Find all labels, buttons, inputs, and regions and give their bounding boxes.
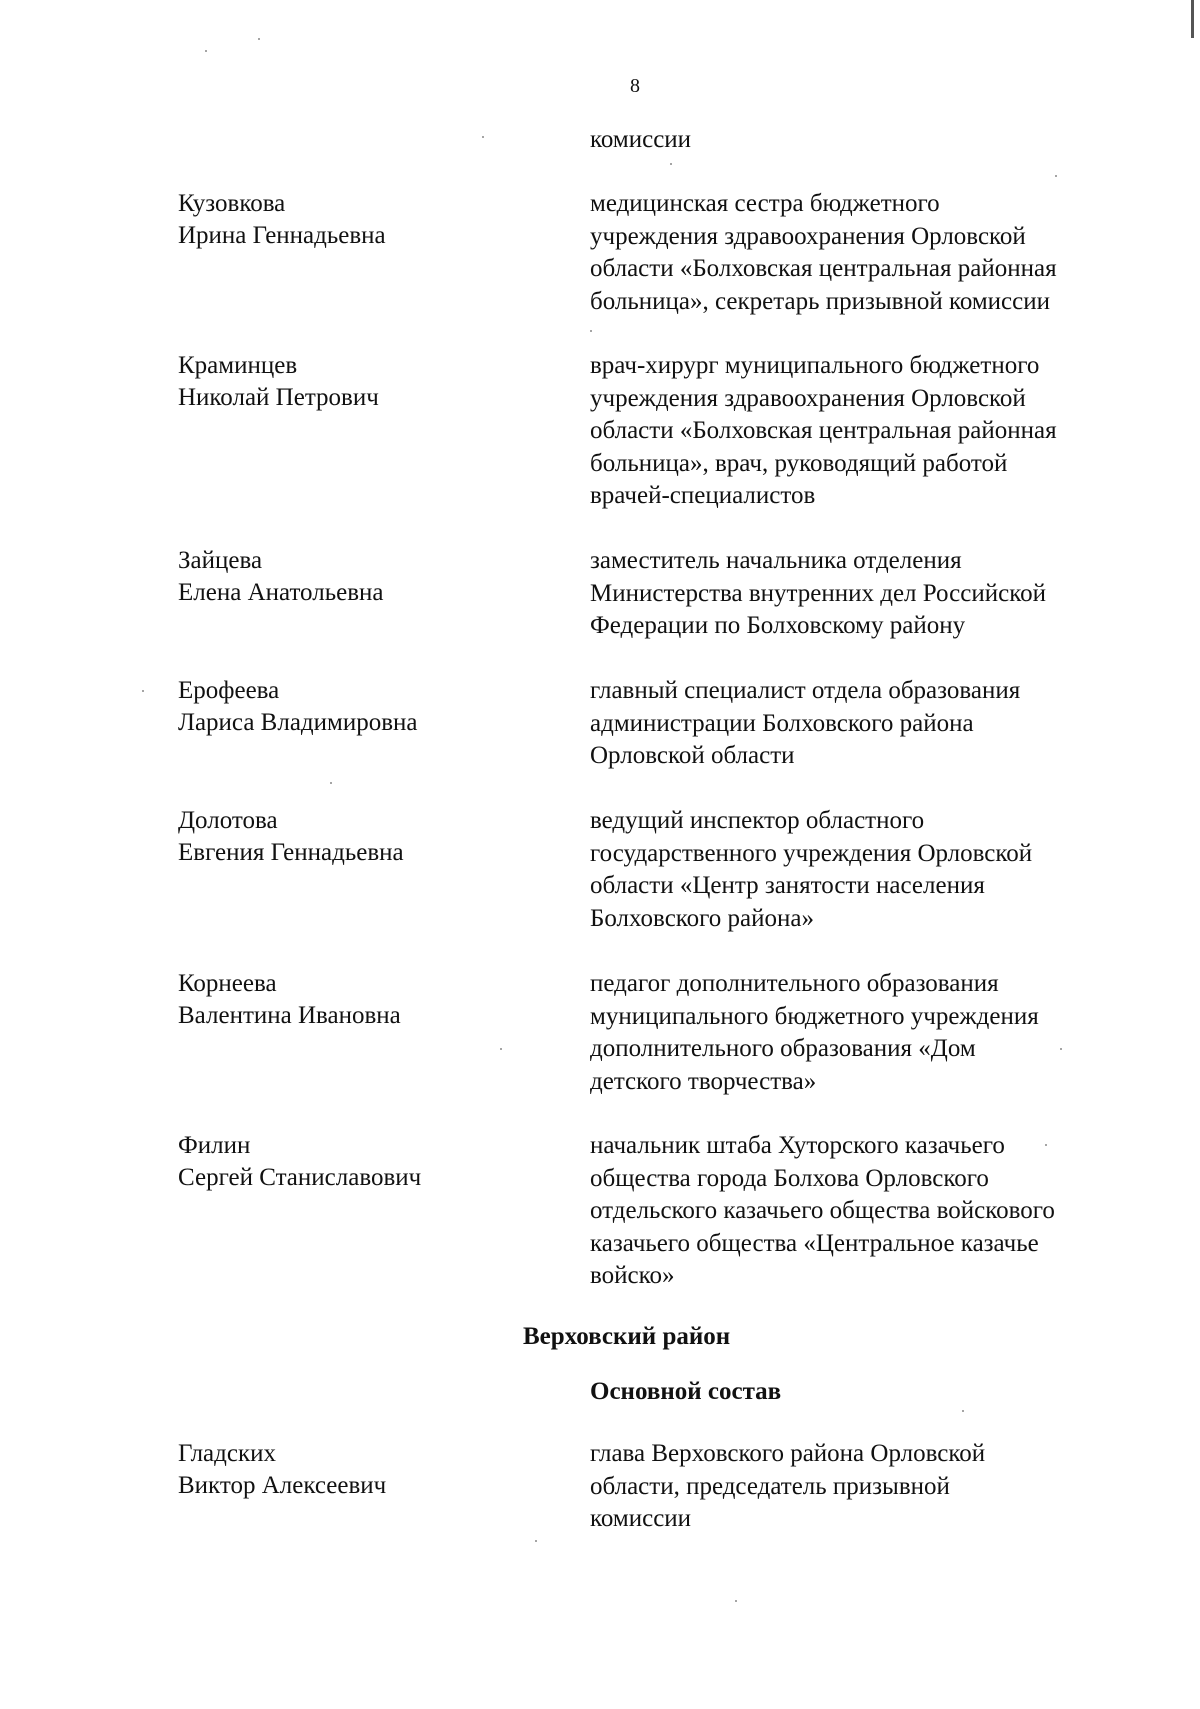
member-name — [178, 968, 558, 1032]
position-line: медицинская сестра бюджетного — [590, 190, 940, 217]
member-name — [178, 545, 558, 609]
position-line: начальник штаба Хуторского казачьего — [590, 1132, 1005, 1159]
scan-edge-mark — [1191, 0, 1194, 38]
member-surname: Корнеева — [178, 970, 277, 997]
position-line: врач-хирург муниципального бюджетного — [590, 352, 1040, 379]
position-line: дополнительного образования «Дом — [590, 1035, 976, 1062]
position-line: ведущий инспектор областного — [590, 807, 925, 834]
member-surname: Долотова — [178, 807, 278, 834]
position-line: войско» — [590, 1262, 675, 1289]
member-surname: Краминцев — [178, 352, 298, 379]
scan-speck — [590, 330, 592, 332]
position-line: учреждения здравоохранения Орловской — [590, 384, 1026, 412]
position-line: области «Болховская центральная районная — [590, 255, 1057, 282]
position-line: государственного учреждения Орловской — [590, 839, 1033, 867]
position-line: муниципального бюджетного учреждения — [590, 1002, 1039, 1030]
continuation-text: комиссии — [590, 126, 692, 153]
member-position — [590, 350, 1130, 513]
member-given-name: Сергей Станиславович — [178, 1164, 422, 1191]
district-heading: Верховский район — [523, 1323, 731, 1350]
position-line: педагог дополнительного образования — [590, 970, 999, 997]
scan-speck — [735, 1600, 737, 1602]
position-line: области, председатель призывной — [590, 1472, 950, 1500]
member-given-name: Валентина Ивановна — [178, 1002, 401, 1029]
member-position — [590, 968, 1130, 1098]
position-line: общества города Болхова Орловского — [590, 1164, 989, 1192]
position-line: детского творчества» — [590, 1067, 817, 1095]
position-line: главный специалист отдела образования — [590, 677, 1021, 704]
scan-speck — [330, 782, 332, 784]
scan-speck — [482, 136, 484, 138]
scan-speck — [962, 1410, 964, 1412]
position-line: больница», врач, руководящий работой — [590, 449, 1008, 477]
scan-speck — [205, 50, 207, 52]
position-line: Федерации по Болховскому району — [590, 612, 966, 639]
scan-speck — [1060, 1048, 1062, 1050]
position-line: казачьего общества «Центральное казачье — [590, 1229, 1039, 1257]
member-surname: Зайцева — [178, 547, 263, 574]
member-given-name: Николай Петрович — [178, 384, 379, 411]
position-line: глава Верховского района Орловской — [590, 1440, 986, 1467]
member-position — [590, 675, 1130, 773]
scan-speck — [258, 38, 260, 40]
member-position — [590, 188, 1130, 318]
member-position — [590, 1130, 1130, 1293]
member-surname: Ерофеева — [178, 677, 280, 704]
scan-speck — [1045, 1144, 1047, 1146]
member-given-name: Евгения Геннадьевна — [178, 839, 404, 866]
position-line: отдельского казачьего общества войскового — [590, 1197, 1055, 1224]
position-line: заместитель начальника отделения — [590, 547, 962, 574]
member-surname: Филин — [178, 1132, 251, 1159]
position-line: Министерства внутренних дел Российской — [590, 579, 1046, 607]
member-given-name: Ирина Геннадьевна — [178, 222, 386, 249]
chair-surname: Гладских — [178, 1440, 276, 1467]
member-name — [178, 1130, 558, 1194]
position-line: области «Болховская центральная районная — [590, 417, 1057, 444]
position-line: врачей-специалистов — [590, 482, 816, 509]
scan-speck — [500, 1048, 502, 1050]
position-line: Орловской области — [590, 742, 795, 769]
chair-position — [590, 1438, 1130, 1536]
member-position — [590, 805, 1130, 935]
position-line: администрации Болховского района — [590, 709, 974, 737]
chair-given-name: Виктор Алексеевич — [178, 1472, 387, 1499]
member-position — [590, 545, 1130, 643]
member-name — [178, 675, 558, 739]
position-line: больница», секретарь призывной комиссии — [590, 287, 1051, 315]
scan-speck — [142, 690, 144, 692]
position-line: комиссии — [590, 1505, 692, 1532]
page-number: 8 — [630, 75, 640, 97]
position-line: области «Центр занятости населения — [590, 872, 985, 899]
member-name — [178, 188, 558, 252]
chair-name — [178, 1438, 558, 1502]
scan-speck — [670, 163, 672, 165]
composition-heading: Основной состав — [590, 1378, 782, 1405]
member-given-name: Лариса Владимировна — [178, 709, 418, 736]
member-surname: Кузовкова — [178, 190, 286, 217]
member-name — [178, 805, 558, 869]
scan-speck — [1055, 175, 1057, 177]
scan-speck — [535, 1540, 537, 1542]
member-name — [178, 350, 558, 414]
position-line: Болховского района» — [590, 904, 815, 932]
position-line: учреждения здравоохранения Орловской — [590, 222, 1026, 250]
member-given-name: Елена Анатольевна — [178, 579, 384, 606]
